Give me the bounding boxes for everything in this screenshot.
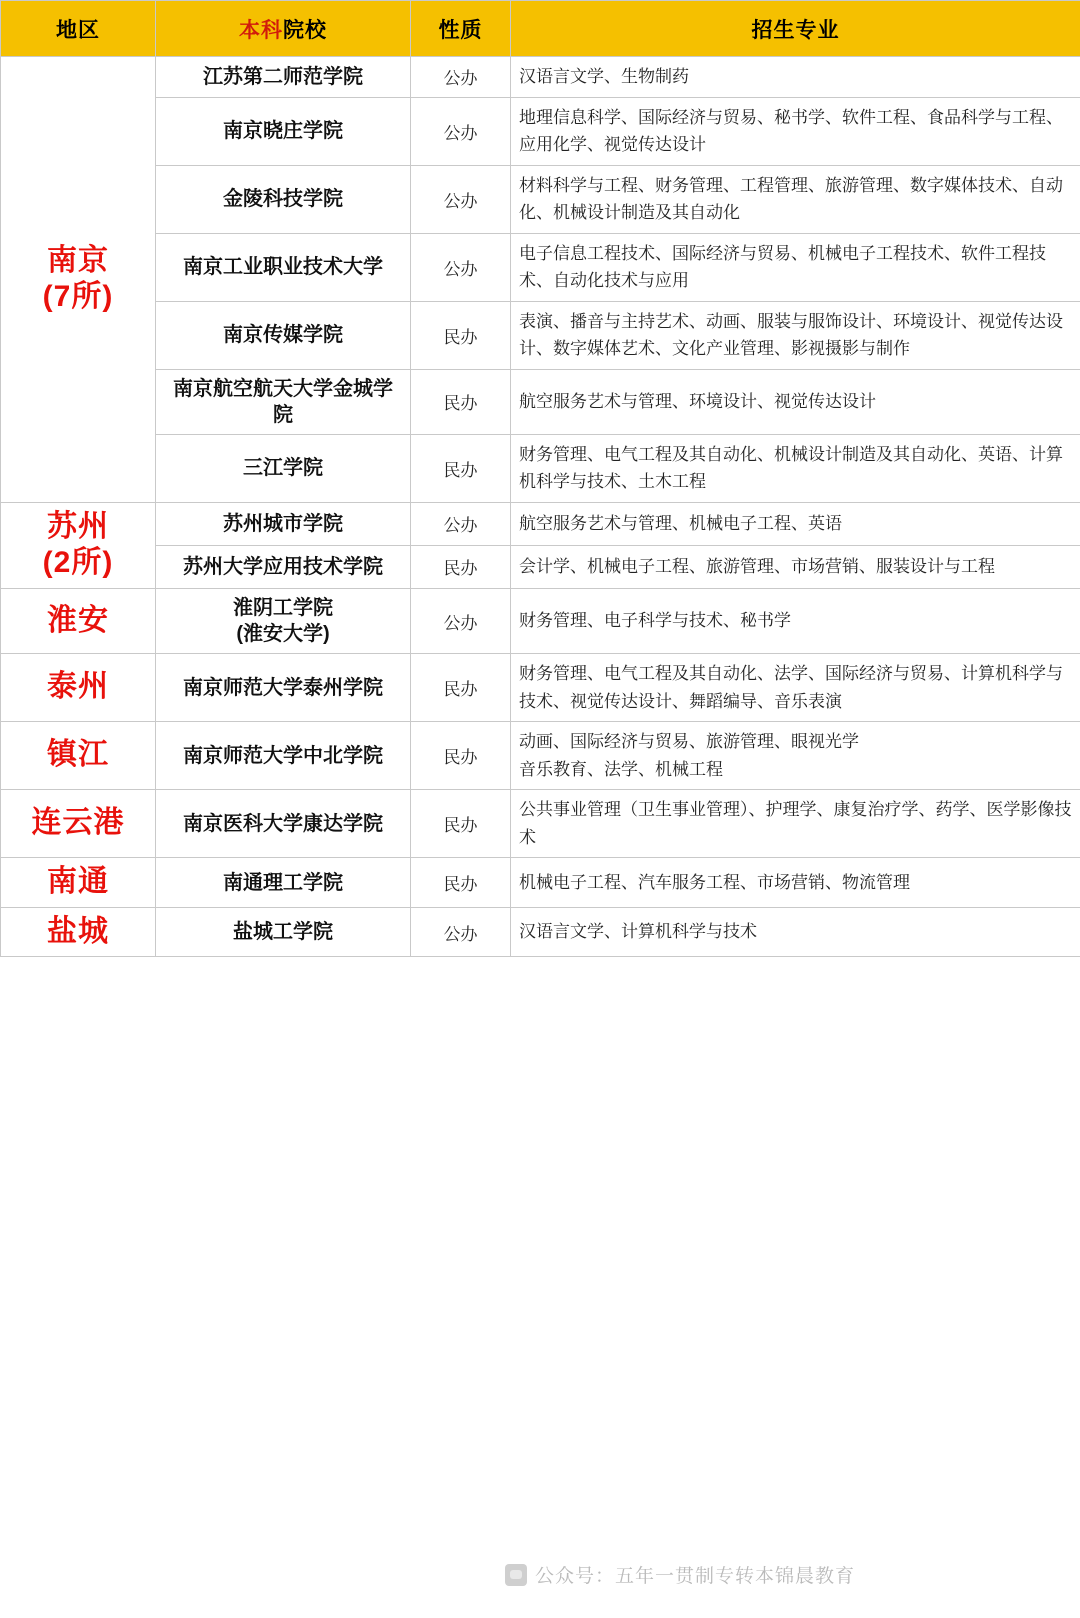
majors-cell: 电子信息工程技术、国际经济与贸易、机械电子工程技术、软件工程技术、自动化技术与应用 (511, 233, 1080, 301)
region-cell (1, 502, 156, 588)
region-name: 南京 (47, 243, 109, 277)
majors-cell: 机械电子工程、汽车服务工程、市场营销、物流管理 (511, 858, 1080, 908)
school-cell: 南京师范大学泰州学院 (156, 654, 411, 722)
column-header-type: 性质 (411, 1, 511, 57)
school-cell: 南京师范大学中北学院 (156, 722, 411, 790)
table-row (1, 369, 1080, 434)
table-row (1, 165, 1080, 233)
school-type-cell: 公办 (411, 589, 511, 654)
table-row (1, 654, 1080, 722)
column-header-school-highlight: 本科 (239, 18, 283, 42)
school-type-cell: 民办 (411, 722, 511, 790)
school-type-cell: 公办 (411, 57, 511, 98)
region-cell (1, 57, 156, 503)
school-type-cell: 公办 (411, 502, 511, 545)
school-type-cell: 民办 (411, 545, 511, 588)
column-header-school-rest: 院校 (283, 18, 327, 42)
table-row (1, 301, 1080, 369)
table-row (1, 722, 1080, 790)
region-name: 连云港 (31, 806, 125, 840)
column-header-major: 招生专业 (511, 1, 1080, 57)
majors-cell: 汉语言文学、计算机科学与技术 (511, 907, 1080, 957)
school-type-cell: 公办 (411, 165, 511, 233)
majors-cell: 公共事业管理（卫生事业管理）、护理学、康复治疗学、药学、医学影像技术 (511, 790, 1080, 858)
region-count: (7所) (42, 280, 114, 314)
region-name: 南通 (47, 865, 109, 899)
table-row (1, 97, 1080, 165)
school-cell: 南通理工学院 (156, 858, 411, 908)
table-body (1, 57, 1080, 957)
region-cell (1, 907, 156, 957)
table-row (1, 589, 1080, 654)
table-row (1, 233, 1080, 301)
region-name: 淮安 (47, 603, 109, 637)
school-cell: 江苏第二师范学院 (156, 57, 411, 98)
region-count: (2所) (42, 546, 114, 580)
school-cell: 南京传媒学院 (156, 301, 411, 369)
wechat-icon (505, 1564, 527, 1586)
majors-cell: 动画、国际经济与贸易、旅游管理、眼视光学 音乐教育、法学、机械工程 (511, 722, 1080, 790)
school-type-cell: 民办 (411, 654, 511, 722)
majors-cell: 表演、播音与主持艺术、动画、服装与服饰设计、环境设计、视觉传达设计、数字媒体艺术、文化产业管理、影视摄影与制作 (511, 301, 1080, 369)
region-cell (1, 589, 156, 654)
majors-cell: 航空服务艺术与管理、机械电子工程、英语 (511, 502, 1080, 545)
column-header-region: 地区 (1, 1, 156, 57)
school-cell: 南京工业职业技术大学 (156, 233, 411, 301)
table-row (1, 858, 1080, 908)
table-row (1, 907, 1080, 957)
majors-cell: 汉语言文学、生物制药 (511, 57, 1080, 98)
school-type-cell: 民办 (411, 301, 511, 369)
school-type-cell: 民办 (411, 858, 511, 908)
majors-cell: 财务管理、电子科学与技术、秘书学 (511, 589, 1080, 654)
majors-cell: 财务管理、电气工程及其自动化、机械设计制造及其自动化、英语、计算机科学与技术、土木工程 (511, 434, 1080, 502)
region-name: 镇江 (47, 738, 109, 772)
majors-cell: 地理信息科学、国际经济与贸易、秘书学、软件工程、食品科学与工程、应用化学、视觉传达设计 (511, 97, 1080, 165)
school-type-cell: 公办 (411, 233, 511, 301)
watermark (505, 1561, 855, 1588)
table-row (1, 502, 1080, 545)
region-cell (1, 858, 156, 908)
school-cell: 苏州大学应用技术学院 (156, 545, 411, 588)
school-cell: 南京航空航天大学金城学院 (156, 369, 411, 434)
table-row (1, 545, 1080, 588)
region-name: 盐城 (47, 914, 109, 948)
table-header (1, 1, 1080, 57)
school-type-cell: 公办 (411, 907, 511, 957)
watermark-text: 公众号：五年一贯制专转本锦晨教育 (535, 1566, 856, 1587)
school-cell: 盐城工学院 (156, 907, 411, 957)
majors-cell: 财务管理、电气工程及其自动化、法学、国际经济与贸易、计算机科学与技术、视觉传达设计、舞蹈编导、音乐表演 (511, 654, 1080, 722)
school-cell: 苏州城市学院 (156, 502, 411, 545)
majors-cell: 航空服务艺术与管理、环境设计、视觉传达设计 (511, 369, 1080, 434)
school-cell: 南京医科大学康达学院 (156, 790, 411, 858)
school-cell: 金陵科技学院 (156, 165, 411, 233)
table-header-row (1, 1, 1080, 57)
column-header-school (156, 1, 411, 57)
region-name: 苏州 (47, 509, 109, 543)
table-row (1, 790, 1080, 858)
school-cell: 淮阴工学院 (淮安大学) (156, 589, 411, 654)
school-type-cell: 民办 (411, 790, 511, 858)
school-type-cell: 公办 (411, 97, 511, 165)
region-cell (1, 654, 156, 722)
table-row (1, 434, 1080, 502)
table-row (1, 57, 1080, 98)
school-type-cell: 民办 (411, 434, 511, 502)
region-cell (1, 722, 156, 790)
region-name: 泰州 (47, 670, 109, 704)
majors-cell: 会计学、机械电子工程、旅游管理、市场营销、服装设计与工程 (511, 545, 1080, 588)
school-type-cell: 民办 (411, 369, 511, 434)
majors-cell: 材料科学与工程、财务管理、工程管理、旅游管理、数字媒体技术、自动化、机械设计制造及其自动化 (511, 165, 1080, 233)
school-cell: 三江学院 (156, 434, 411, 502)
school-cell: 南京晓庄学院 (156, 97, 411, 165)
region-cell (1, 790, 156, 858)
